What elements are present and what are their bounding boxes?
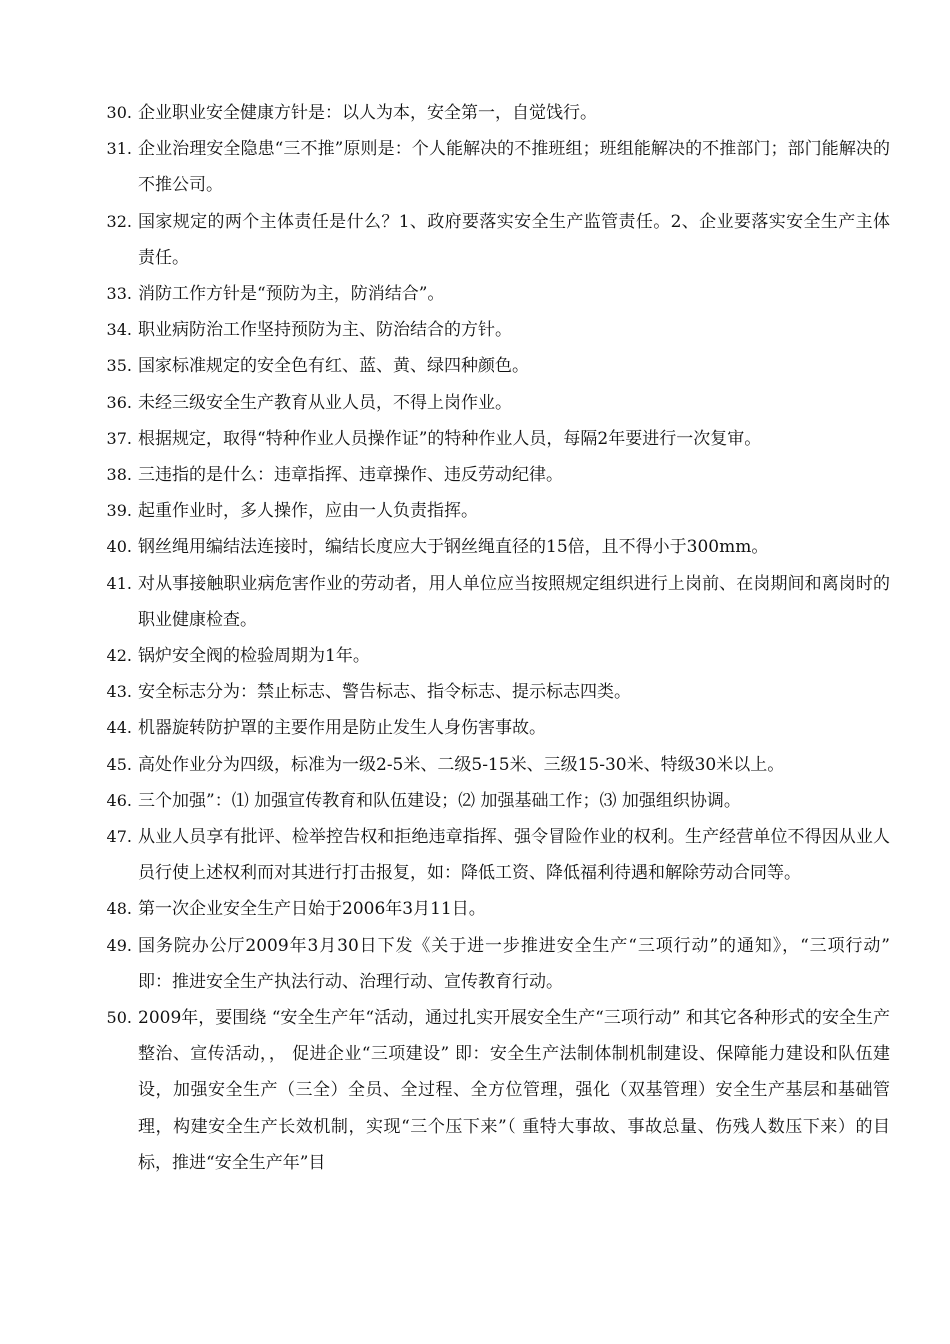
item-text: 未经三级安全生产教育从业人员，不得上岗作业。 xyxy=(138,392,512,413)
item-number: 49. xyxy=(106,935,132,955)
item-number: 50. xyxy=(106,1008,132,1028)
item-number: 48. xyxy=(106,899,132,919)
item-number: 30. xyxy=(106,103,132,122)
item-number: 39. xyxy=(106,501,132,521)
item-number: 32. xyxy=(106,211,132,231)
item-text: 国家规定的两个主体责任是什么？1、政府要落实安全生产监管责任。2、企业要落实安全生产主体责任。 xyxy=(138,211,890,268)
item-text: 高处作业分为四级，标准为一级2-5米、二级5-15米、三级15-30米、特级30米以上。 xyxy=(138,754,785,775)
item-text: 2009年，要围绕 “安全生产年“活动，通过扎实开展安全生产“三项行动” 和其它各种形式的安全生产整治、宣传活动，， 促进企业“三项建设” 即：安全生产法制体制机制建设、保障能力建设和队伍建设，加强安全生产（三全）全员、全过程、全方位管理，强化（双基管理）安全生产基层和基础管理，构建安全生产长效机制，实现“三个压下来”（ 重特大事故、事故总量、伤残人数压下来）的目标，推进“安全生产年”目 xyxy=(138,1008,890,1173)
item-text: 消防工作方针是“预防为主，防消结合”。 xyxy=(138,284,445,305)
item-number: 45. xyxy=(106,754,132,774)
list-item xyxy=(0,204,950,276)
item-text: 安全标志分为：禁止标志、警告标志、指令标志、提示标志四类。 xyxy=(138,682,631,703)
item-text: 企业治理安全隐患“三不推”原则是：个人能解决的不推班组；班组能解决的不推部门；部门能解决的不推公司。 xyxy=(138,139,890,196)
list-item xyxy=(0,566,950,638)
list-item xyxy=(0,674,950,710)
list-item xyxy=(0,928,950,1000)
item-number: 34. xyxy=(106,320,132,340)
item-number: 42. xyxy=(106,646,132,666)
list-item xyxy=(0,493,950,529)
item-number: 41. xyxy=(106,573,132,593)
list-item xyxy=(0,348,950,384)
list-item xyxy=(0,95,950,131)
list-item xyxy=(0,421,950,457)
list-item xyxy=(0,747,950,783)
item-number: 44. xyxy=(106,718,132,738)
item-text: 职业病防治工作坚持预防为主、防治结合的方针。 xyxy=(138,320,512,341)
list-item xyxy=(0,312,950,348)
item-text: 三个加强”：⑴ 加强宣传教育和队伍建设；⑵ 加强基础工作；⑶ 加强组织协调。 xyxy=(138,790,741,811)
list-item xyxy=(0,891,950,927)
list-item xyxy=(0,638,950,674)
item-number: 46. xyxy=(106,790,132,810)
list-item xyxy=(0,710,950,746)
list-item xyxy=(0,131,950,203)
item-text: 从业人员享有批评、检举控告权和拒绝违章指挥、强令冒险作业的权利。生产经营单位不得因从业人员行使上述权利而对其进行打击报复，如：降低工资、降低福利待遇和解除劳动合同等。 xyxy=(138,827,890,884)
item-text: 第一次企业安全生产日始于2006年3月11日。 xyxy=(138,899,486,920)
item-number: 35. xyxy=(106,356,132,376)
list-item xyxy=(0,783,950,819)
item-number: 31. xyxy=(106,139,132,159)
item-text: 起重作业时，多人操作，应由一人负责指挥。 xyxy=(138,501,478,522)
list-item xyxy=(0,276,950,312)
item-text: 锅炉安全阀的检验周期为1年。 xyxy=(138,646,370,667)
item-number: 36. xyxy=(106,392,132,412)
item-text: 国家标准规定的安全色有红、蓝、黄、绿四种颜色。 xyxy=(138,356,529,377)
item-text: 根据规定，取得“特种作业人员操作证”的特种作业人员，每隔2年要进行一次复审。 xyxy=(138,428,762,449)
item-text: 三违指的是什么：违章指挥、违章操作、违反劳动纪律。 xyxy=(138,465,563,486)
list-item xyxy=(0,1000,950,1181)
item-text: 钢丝绳用编结法连接时，编结长度应大于钢丝绳直径的15倍，且不得小于300mm。 xyxy=(138,537,769,558)
item-text: 对从事接触职业病危害作业的劳动者，用人单位应当按照规定组织进行上岗前、在岗期间和离岗时的职业健康检查。 xyxy=(138,573,890,630)
item-number: 43. xyxy=(106,682,132,702)
item-text: 国务院办公厅2009年3月30日下发《关于进一步推进安全生产“三项行动”的通知》，“三项行动” 即：推进安全生产执法行动、治理行动、宣传教育行动。 xyxy=(138,935,890,992)
list-item xyxy=(0,457,950,493)
item-text: 企业职业安全健康方针是：以人为本，安全第一，自觉饯行。 xyxy=(138,103,597,123)
item-number: 38. xyxy=(106,465,132,485)
item-number: 33. xyxy=(106,284,132,304)
item-number: 37. xyxy=(106,428,132,448)
item-number: 47. xyxy=(106,827,132,847)
item-text: 机器旋转防护罩的主要作用是防止发生人身伤害事故。 xyxy=(138,718,546,739)
item-number: 40. xyxy=(106,537,132,557)
list-item xyxy=(0,385,950,421)
list-item xyxy=(0,529,950,565)
numbered-list xyxy=(0,95,950,1181)
list-item xyxy=(0,819,950,891)
